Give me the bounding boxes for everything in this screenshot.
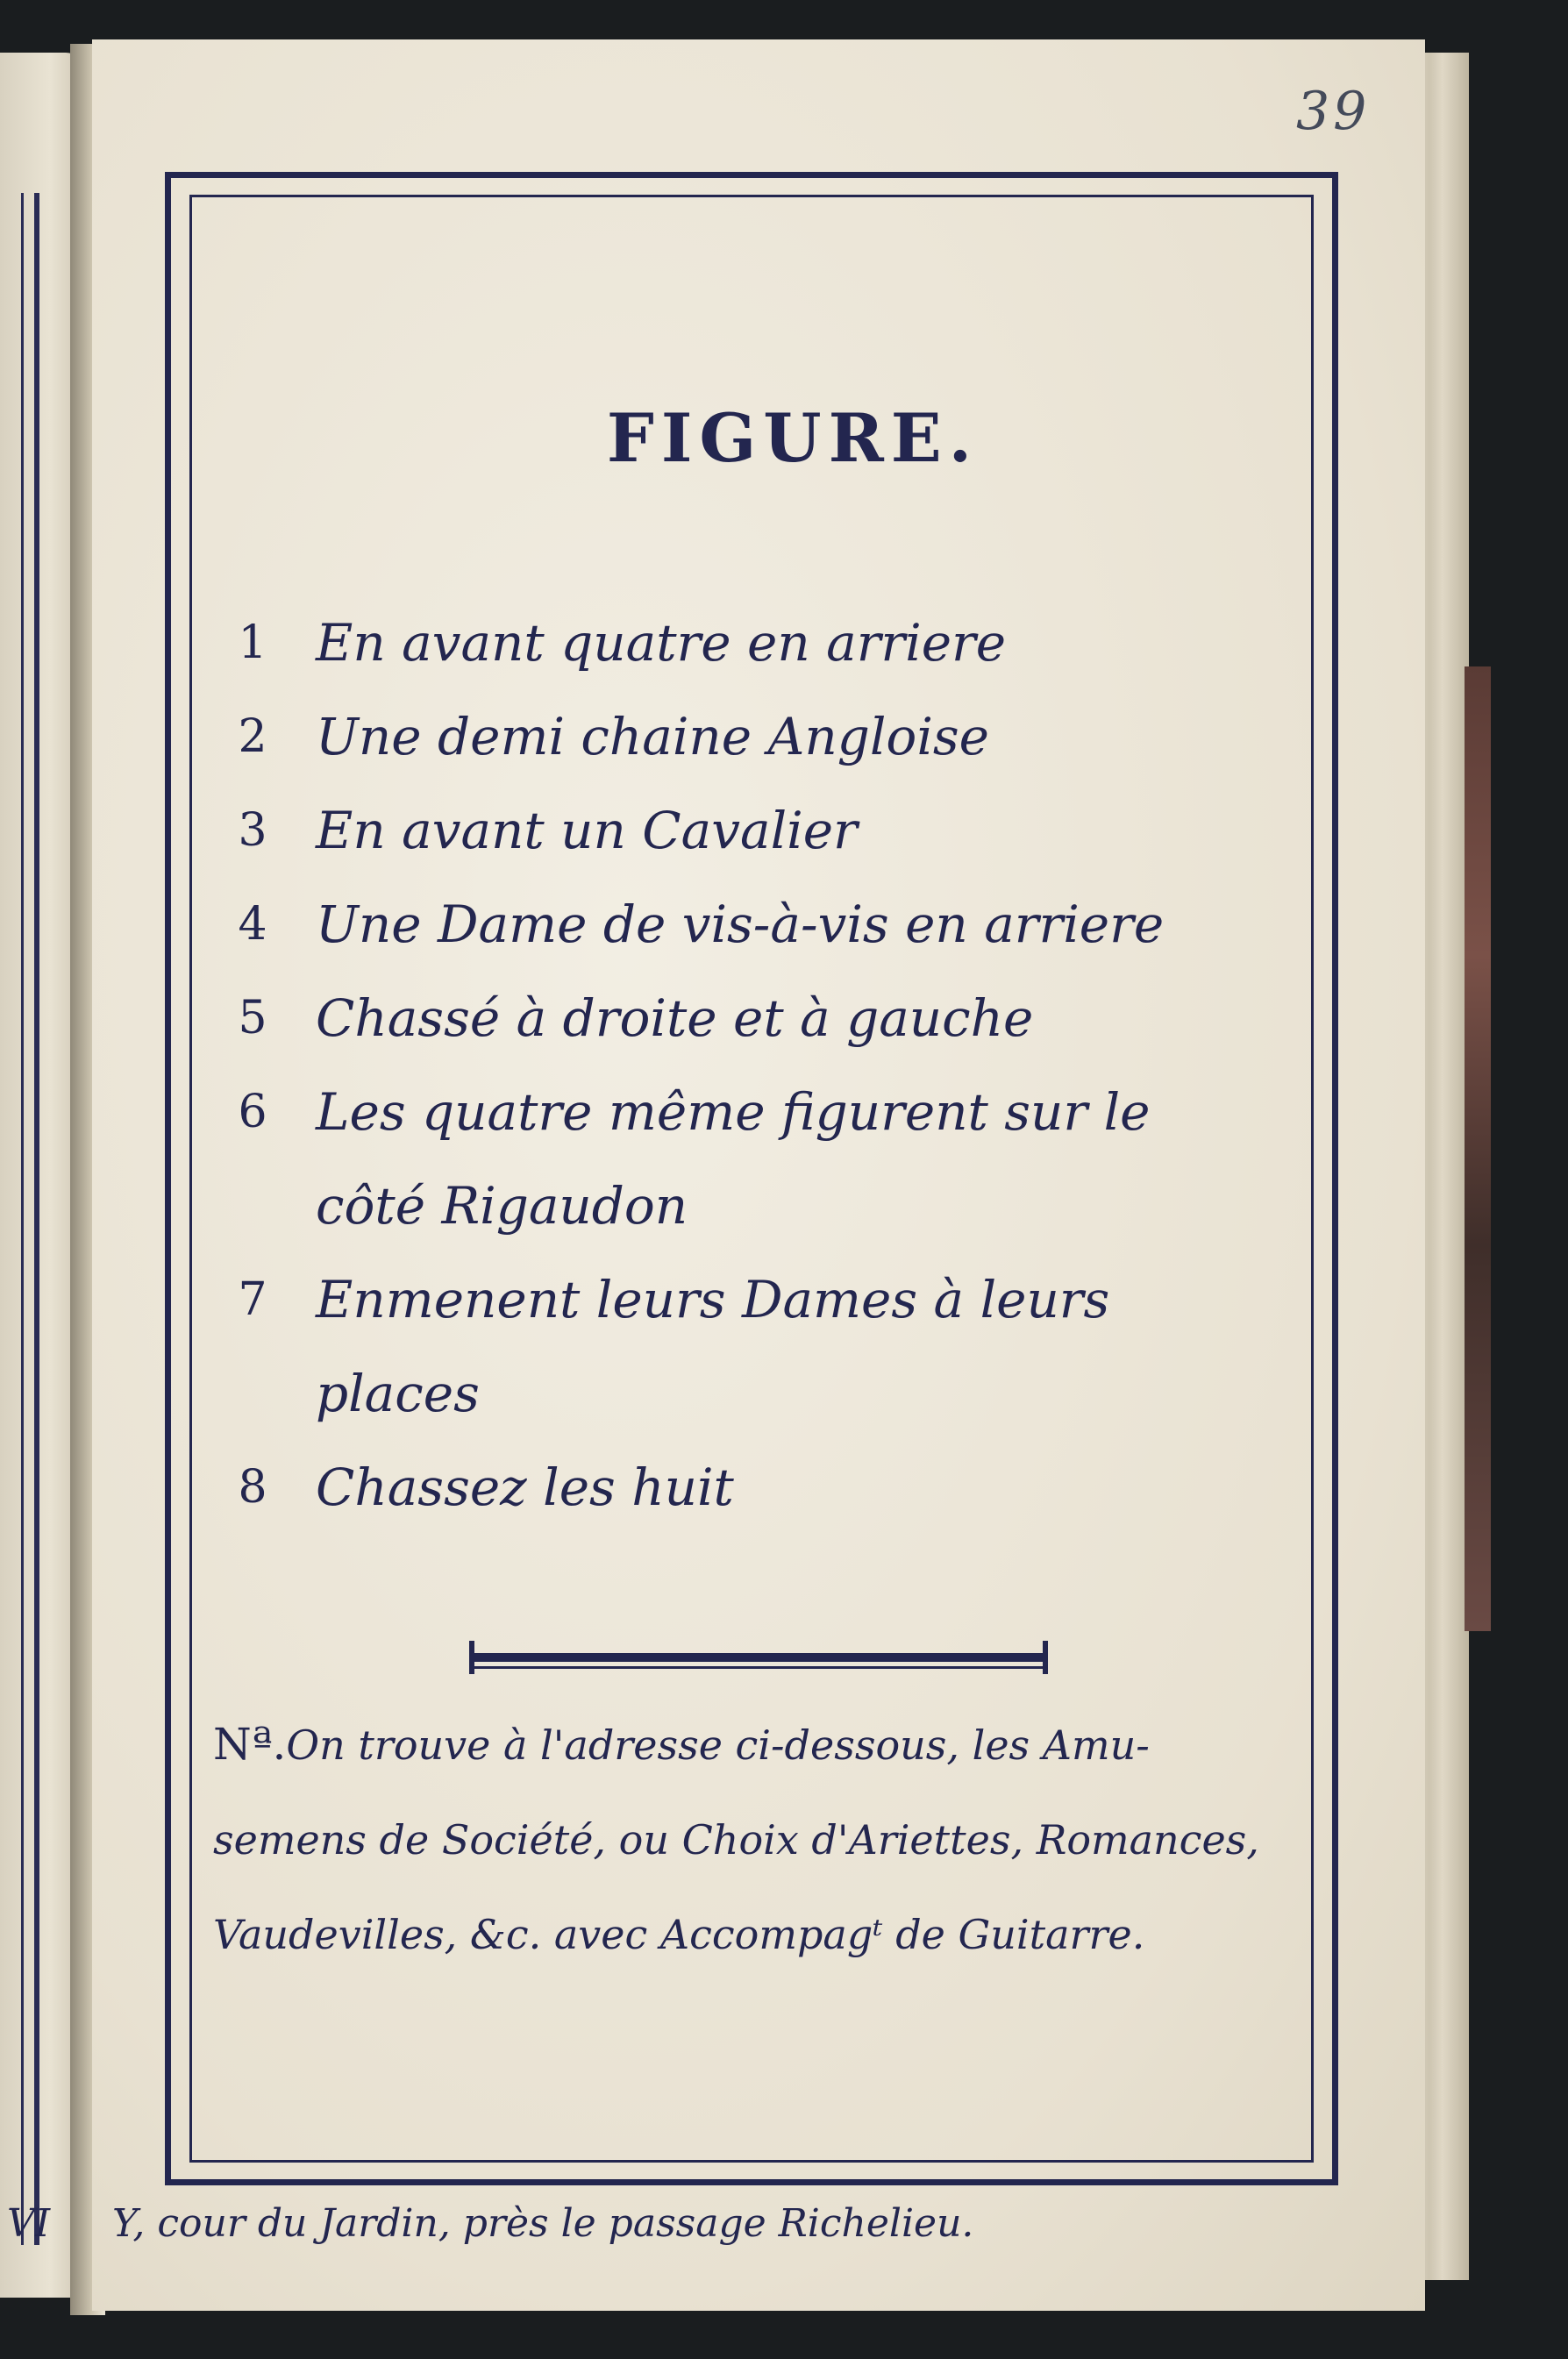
- list-item: [235, 596, 1296, 690]
- list-item: [235, 972, 1296, 1065]
- item-text: Une Dame de vis-à-vis en arriere: [316, 894, 1165, 954]
- decorative-rule: [469, 1653, 1048, 1662]
- marbled-cover-edge: [1465, 666, 1491, 1631]
- item-text: En avant quatre en arriere: [316, 613, 1007, 673]
- item-number: 3: [238, 804, 267, 857]
- list-item: [235, 1441, 1296, 1535]
- item-number: 1: [238, 616, 267, 669]
- item-text: Les quatre même figurent sur le: [316, 1082, 1151, 1142]
- page-title: FIGURE.: [606, 399, 980, 477]
- decorative-rule-line: [469, 1666, 1048, 1669]
- item-text: Chassé à droite et à gauche: [316, 988, 1034, 1048]
- item-text: En avant un Cavalier: [316, 801, 858, 860]
- list-item: [235, 1065, 1296, 1159]
- list-item: [235, 690, 1296, 784]
- note-prefix: Nª.: [213, 1719, 287, 1770]
- item-text: places: [316, 1364, 480, 1423]
- left-page-border-inner: [21, 193, 24, 2245]
- left-page-border: [34, 193, 39, 2245]
- note-line: Vaudevilles, &c. avec Accompagᵗ de Guitarre.: [213, 1911, 1145, 1958]
- item-number: 7: [238, 1273, 267, 1326]
- list-item: [235, 878, 1296, 972]
- note-line: [213, 1697, 1309, 1792]
- note-text: On trouve à l'adresse ci-dessous, les Amu-: [286, 1721, 1150, 1769]
- item-number: 8: [238, 1461, 267, 1514]
- item-text: Enmenent leurs Dames à leurs: [316, 1270, 1110, 1329]
- publisher-note: [213, 1697, 1309, 1982]
- footer-text: Y, cour du Jardin, près le passage Richelieu.: [112, 2201, 974, 2246]
- list-item-continuation: [235, 1159, 1296, 1253]
- figure-list: [235, 596, 1296, 1535]
- item-number: 6: [238, 1086, 267, 1138]
- item-number: 5: [238, 992, 267, 1044]
- page-number: 39: [1296, 81, 1371, 142]
- item-text: Une demi chaine Angloise: [316, 707, 989, 766]
- list-item: [235, 1253, 1296, 1347]
- item-number: 4: [238, 898, 267, 951]
- footer-fragment: VI: [7, 2201, 51, 2246]
- item-number: 2: [238, 710, 267, 763]
- item-text: côté Rigaudon: [316, 1176, 688, 1236]
- list-item: [235, 784, 1296, 878]
- list-item-continuation: [235, 1347, 1296, 1441]
- item-text: Chassez les huit: [316, 1457, 734, 1517]
- note-line: semens de Société, ou Choix d'Ariettes, Romances,: [213, 1816, 1259, 1864]
